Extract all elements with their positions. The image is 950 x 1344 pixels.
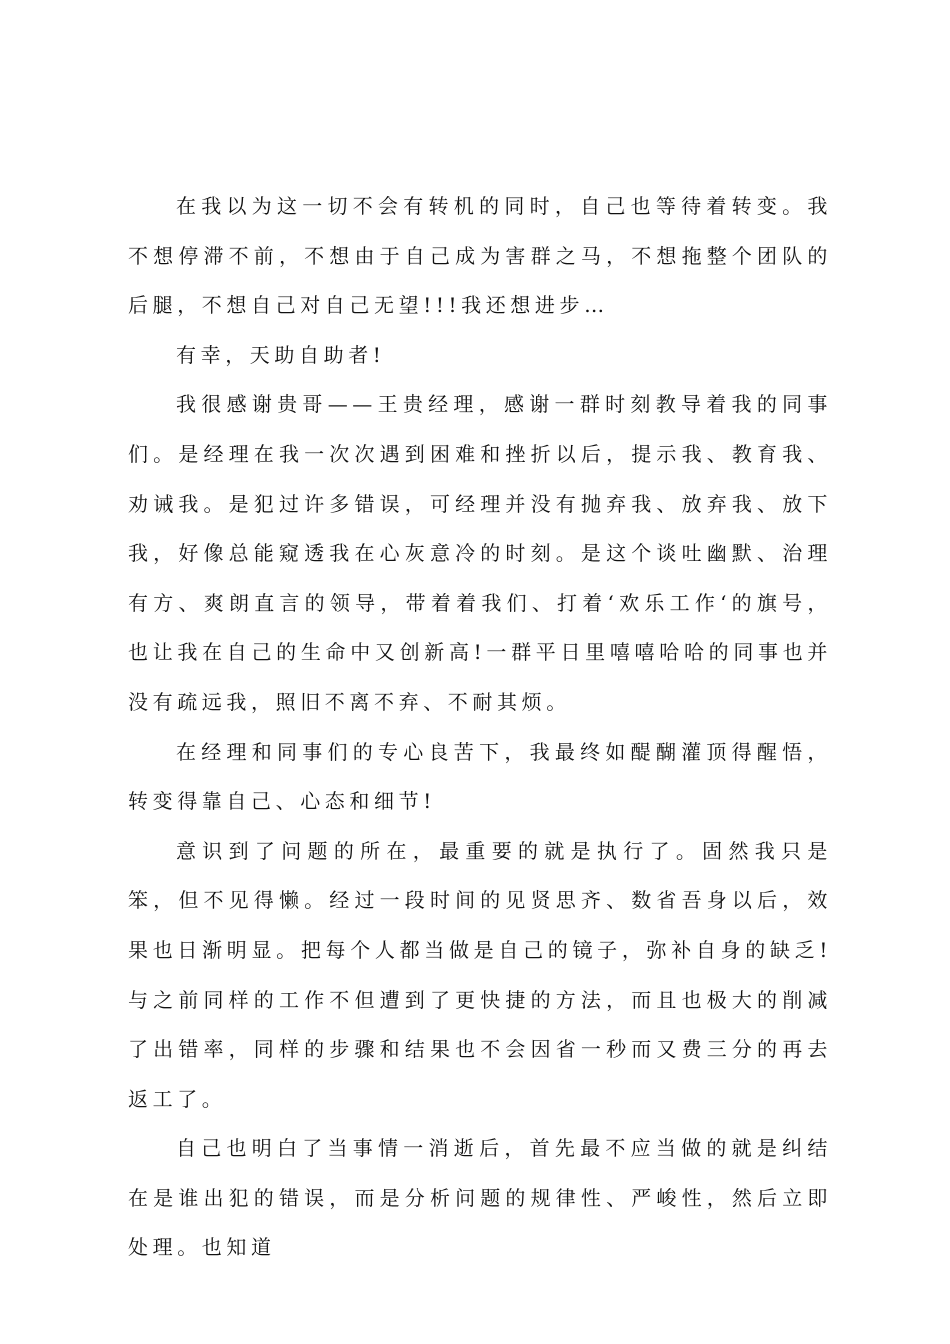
document-body [128, 182, 832, 1273]
paragraph-5: 意识到了问题的所在，最重要的就是执行了。固然我只是笨，但不见得懒。经过一段时间的见贤思齐、数省吾身以后，效果也日渐明显。把每个人都当做是自己的镜子，弥补自身的缺乏!与之前同样的工作不但遭到了更快捷的方法，而且也极大的削减了出错率，同样的步骤和结果也不会因省一秒而又费三分的再去返工了。 [128, 838, 832, 1111]
paragraph-3: 我很感谢贵哥——王贵经理，感谢一群时刻教导着我的同事们。是经理在我一次次遇到困难和挫折以后，提示我、教育我、劝诫我。是犯过许多错误，可经理并没有抛弃我、放弃我、放下我，好像总能窥透我在心灰意冷的时刻。是这个谈吐幽默、治理有方、爽朗直言的领导，带着着我们、打着‘欢乐工作‘的旗号，也让我在自己的生命中又创新高!一群平日里嘻嘻哈哈的同事也并没有疏远我，照旧不离不弃、不耐其烦。 [128, 392, 832, 714]
paragraph-2: 有幸，天助自助者! [176, 342, 386, 367]
paragraph-4: 在经理和同事们的专心良苦下，我最终如醍醐灌顶得醒悟，转变得靠自己、心态和细节! [128, 739, 832, 814]
paragraph-6: 自己也明白了当事情一消逝后，首先最不应当做的就是纠结在是谁出犯的错误，而是分析问题的规律性、严峻性，然后立即处理。也知道 [128, 1136, 832, 1260]
paragraph-1: 在我以为这一切不会有转机的同时，自己也等待着转变。我不想停滞不前，不想由于自己成为害群之马，不想拖整个团队的后腿，不想自己对自己无望!!!我还想进步… [128, 194, 832, 318]
